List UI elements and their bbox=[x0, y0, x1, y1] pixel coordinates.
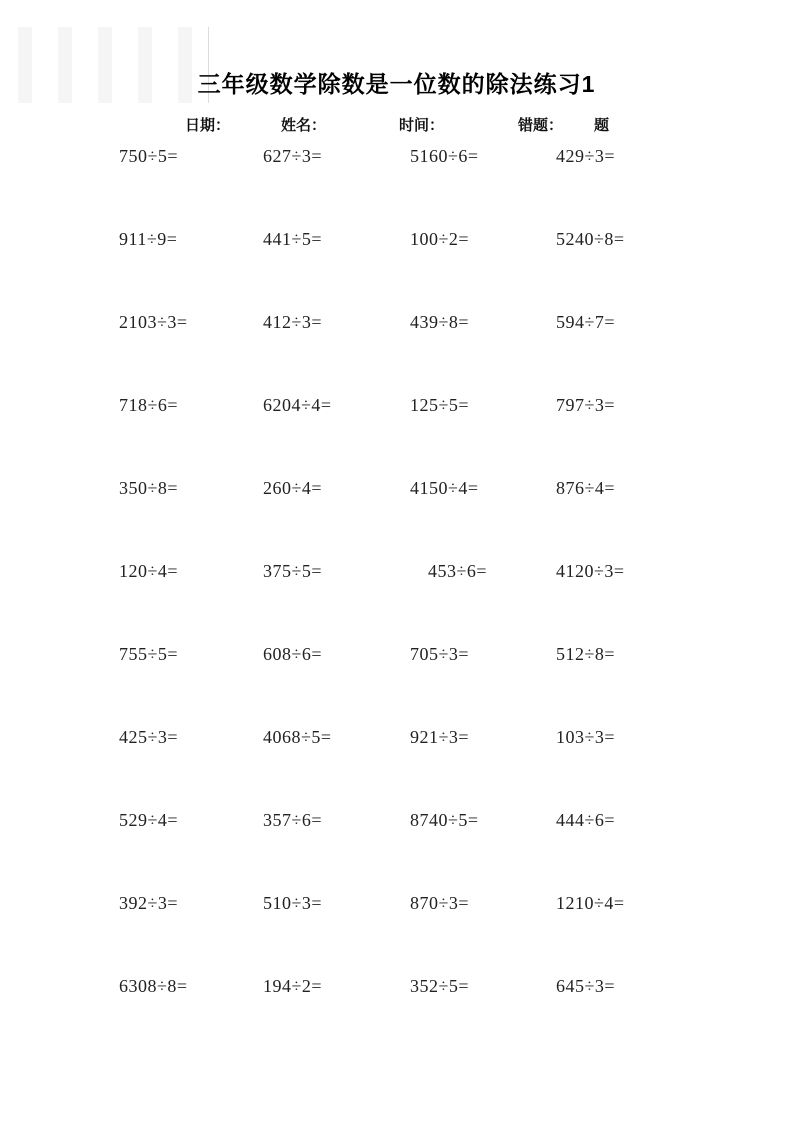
problem-row bbox=[0, 810, 793, 893]
problem-cell: 510÷3= bbox=[263, 893, 323, 913]
problem-cell: 608÷6= bbox=[263, 644, 323, 664]
problem-row bbox=[0, 727, 793, 810]
problem-cell: 100÷2= bbox=[410, 229, 470, 249]
problem-cell: 392÷3= bbox=[119, 893, 179, 913]
problem-cell: 6204÷4= bbox=[263, 395, 332, 415]
problem-cell: 755÷5= bbox=[119, 644, 179, 664]
problem-row bbox=[0, 146, 793, 229]
problem-cell: 911÷9= bbox=[119, 229, 178, 249]
problem-row bbox=[0, 229, 793, 312]
page-title: 三年级数学除数是一位数的除法练习1 bbox=[197, 71, 596, 97]
problem-cell: 412÷3= bbox=[263, 312, 323, 332]
problem-cell: 921÷3= bbox=[410, 727, 470, 747]
problem-row bbox=[0, 395, 793, 478]
time-label: 时间： bbox=[399, 117, 445, 134]
problem-cell: 425÷3= bbox=[119, 727, 179, 747]
errors-label: 错题： bbox=[518, 117, 564, 134]
date-label: 日期： bbox=[185, 117, 231, 134]
problem-cell: 429÷3= bbox=[556, 146, 616, 166]
name-label: 姓名： bbox=[281, 117, 327, 134]
problem-cell: 350÷8= bbox=[119, 478, 179, 498]
problem-cell: 444÷6= bbox=[556, 810, 616, 830]
problem-cell: 375÷5= bbox=[263, 561, 323, 581]
problem-row bbox=[0, 478, 793, 561]
problem-cell: 5240÷8= bbox=[556, 229, 625, 249]
problem-cell: 5160÷6= bbox=[410, 146, 479, 166]
problem-cell: 750÷5= bbox=[119, 146, 179, 166]
problem-cell: 512÷8= bbox=[556, 644, 616, 664]
problem-cell: 357÷6= bbox=[263, 810, 323, 830]
problem-cell: 797÷3= bbox=[556, 395, 616, 415]
problem-cell: 439÷8= bbox=[410, 312, 470, 332]
errors-unit-label: 题 bbox=[594, 117, 610, 134]
problem-cell: 453÷6= bbox=[428, 561, 488, 581]
problem-cell: 103÷3= bbox=[556, 727, 616, 747]
problem-row bbox=[0, 561, 793, 644]
problem-cell: 645÷3= bbox=[556, 976, 616, 996]
problem-row bbox=[0, 644, 793, 727]
problem-cell: 1210÷4= bbox=[556, 893, 625, 913]
problem-row bbox=[0, 312, 793, 395]
problem-cell: 441÷5= bbox=[263, 229, 323, 249]
problem-cell: 6308÷8= bbox=[119, 976, 188, 996]
problem-cell: 718÷6= bbox=[119, 395, 179, 415]
problem-cell: 260÷4= bbox=[263, 478, 323, 498]
problem-cell: 120÷4= bbox=[119, 561, 179, 581]
problem-cell: 352÷5= bbox=[410, 976, 470, 996]
problem-cell: 125÷5= bbox=[410, 395, 470, 415]
problem-cell: 627÷3= bbox=[263, 146, 323, 166]
problem-cell: 8740÷5= bbox=[410, 810, 479, 830]
problem-cell: 594÷7= bbox=[556, 312, 616, 332]
problem-cell: 194÷2= bbox=[263, 976, 323, 996]
problem-row bbox=[0, 893, 793, 976]
problems-grid bbox=[0, 146, 793, 1059]
problem-cell: 705÷3= bbox=[410, 644, 470, 664]
problem-cell: 870÷3= bbox=[410, 893, 470, 913]
problem-cell: 2103÷3= bbox=[119, 312, 188, 332]
problem-cell: 876÷4= bbox=[556, 478, 616, 498]
problem-cell: 4068÷5= bbox=[263, 727, 332, 747]
problem-cell: 4120÷3= bbox=[556, 561, 625, 581]
problem-cell: 529÷4= bbox=[119, 810, 179, 830]
problem-row bbox=[0, 976, 793, 1059]
worksheet-header bbox=[0, 114, 793, 136]
problem-cell: 4150÷4= bbox=[410, 478, 479, 498]
